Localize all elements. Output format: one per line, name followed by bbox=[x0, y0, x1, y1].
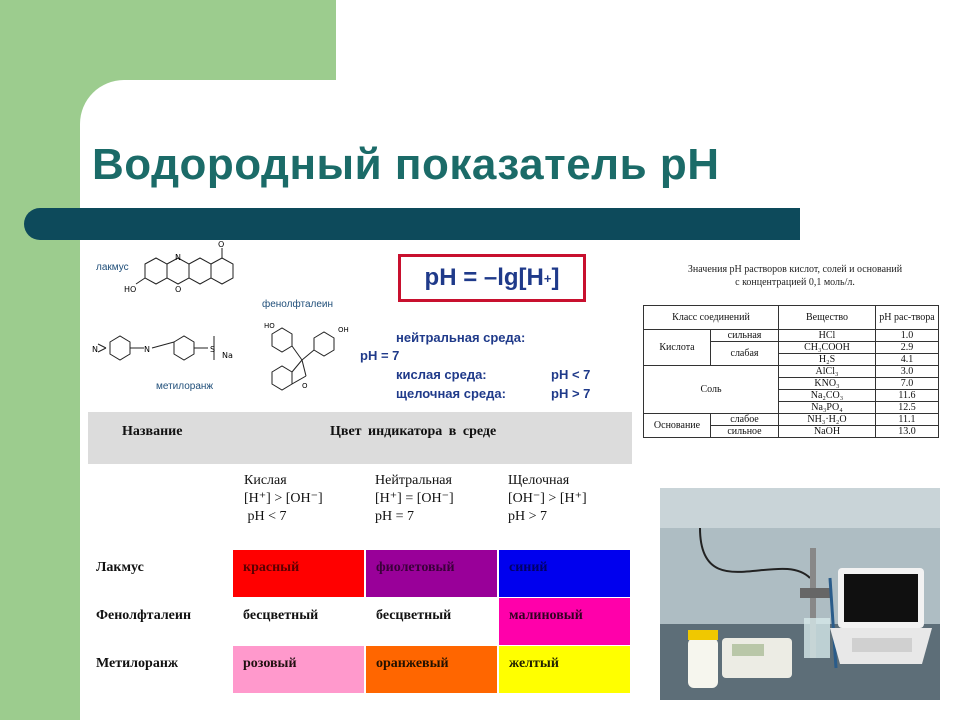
row-label-phenolphthalein: Фенолфталеин bbox=[96, 608, 192, 623]
acidic-env-value: рН < 7 bbox=[551, 367, 591, 382]
env-header-neutral bbox=[375, 472, 454, 526]
litmus-label: лакмус bbox=[96, 262, 129, 273]
ref-substance: H₂S bbox=[779, 354, 876, 366]
ref-ph-value: 4.1 bbox=[876, 354, 939, 366]
methyl-atom-s: S bbox=[210, 345, 216, 354]
title-underline-bar bbox=[24, 208, 800, 240]
env-neutral-ph: pH = 7 bbox=[375, 509, 415, 524]
ref-table-caption bbox=[640, 263, 950, 289]
env-neutral-name: Нейтральная bbox=[375, 473, 452, 488]
row-label-methyl-orange: Метилоранж bbox=[96, 656, 179, 671]
ref-substance: AlCl₃ bbox=[779, 366, 876, 378]
ref-strength: сильная bbox=[711, 330, 779, 342]
ref-substance: NaOH bbox=[779, 426, 876, 438]
env-alkaline-cond: [OH⁻] > [H⁺] bbox=[508, 491, 587, 506]
ph-formula-box bbox=[398, 254, 586, 302]
ref-ph-value: 13.0 bbox=[876, 426, 939, 438]
litmus-atom-o2: O bbox=[175, 285, 182, 294]
litmus-acidic-cell: красный bbox=[233, 550, 364, 597]
phenolphthalein-neutral-cell: бесцветный bbox=[366, 598, 497, 645]
ref-ph-value: 7.0 bbox=[876, 378, 939, 390]
ref-caption-line2: с концентрацией 0,1 моль/л. bbox=[735, 277, 855, 288]
phenolphthalein-alkaline-cell: малиновый bbox=[499, 598, 630, 645]
phenol-atom-o: O bbox=[302, 382, 308, 390]
env-acidic-cond: [H⁺] > [OH⁻] bbox=[244, 491, 323, 506]
litmus-atom-ho: HO bbox=[124, 285, 137, 294]
ref-substance: Na₂CO₃ bbox=[779, 390, 876, 402]
methyl-orange-acidic-cell: розовый bbox=[233, 646, 364, 693]
methyl-orange-label: метилоранж bbox=[156, 381, 214, 392]
acidic-env-label: кислая среда: bbox=[396, 367, 487, 382]
ref-substance: CH₃COOH bbox=[779, 342, 876, 354]
col-name-header: Название bbox=[122, 424, 183, 439]
col-color-header: Цвет индикатора в среде bbox=[330, 424, 497, 439]
ref-header-ph: рН рас-твора bbox=[876, 306, 939, 330]
ref-caption-line1: Значения рН растворов кислот, солей и оснований bbox=[687, 264, 903, 275]
phenolphthalein-acidic-cell: бесцветный bbox=[233, 598, 364, 645]
methyl-orange-neutral-cell: оранжевый bbox=[366, 646, 497, 693]
ref-ph-value: 2.9 bbox=[876, 342, 939, 354]
ph-formula-right: ] bbox=[551, 264, 560, 291]
ref-substance: KNO₃ bbox=[779, 378, 876, 390]
alkaline-env-label: щелочная среда: bbox=[396, 386, 506, 401]
litmus-alkaline-cell: синий bbox=[499, 550, 630, 597]
slide-title: Водородный показатель рН bbox=[92, 140, 720, 189]
ref-ph-value: 1.0 bbox=[876, 330, 939, 342]
ph-formula-sup: + bbox=[543, 270, 552, 286]
phenol-atom-oh: OH bbox=[338, 326, 349, 334]
env-alkaline-name: Щелочная bbox=[508, 473, 570, 488]
lab-equipment-photo bbox=[660, 488, 940, 700]
methyl-atom-n2: N bbox=[144, 345, 150, 354]
litmus-neutral-cell: фиолетовый bbox=[366, 550, 497, 597]
env-neutral-cond: [H⁺] = [OH⁻] bbox=[375, 491, 454, 506]
ref-header-substance: Вещество bbox=[779, 306, 876, 330]
ref-ph-value: 12.5 bbox=[876, 402, 939, 414]
row-label-litmus: Лакмус bbox=[96, 560, 144, 575]
ref-ph-value: 3.0 bbox=[876, 366, 939, 378]
methyl-atom-na: Na bbox=[222, 351, 233, 360]
phenolphthalein-structure-icon bbox=[258, 320, 358, 404]
litmus-atom-o: O bbox=[218, 240, 225, 249]
ph-formula-left: рН = –lg[H bbox=[424, 264, 544, 291]
ref-strength: слабая bbox=[711, 342, 779, 366]
ref-class-acid: Кислота bbox=[644, 330, 711, 366]
env-acidic-ph: pH < 7 bbox=[244, 509, 287, 524]
ref-substance: HCl bbox=[779, 330, 876, 342]
env-alkaline-ph: pH > 7 bbox=[508, 509, 548, 524]
ref-substance: Na₃PO₄ bbox=[779, 402, 876, 414]
litmus-structure-icon bbox=[120, 240, 250, 306]
methyl-orange-alkaline-cell: желтый bbox=[499, 646, 630, 693]
ref-ph-value: 11.1 bbox=[876, 414, 939, 426]
ref-class-salt: Соль bbox=[644, 366, 779, 414]
methyl-atom-n1: N bbox=[92, 345, 98, 354]
ref-strength: слабое bbox=[711, 414, 779, 426]
ref-strength: сильное bbox=[711, 426, 779, 438]
env-acidic-name: Кислая bbox=[244, 473, 287, 488]
ref-ph-value: 11.6 bbox=[876, 390, 939, 402]
litmus-atom-n: N bbox=[175, 253, 181, 262]
ref-class-base: Основание bbox=[644, 414, 711, 438]
neutral-env-label: нейтральная среда: bbox=[396, 330, 526, 345]
neutral-env-value: рН = 7 bbox=[360, 348, 400, 363]
phenol-atom-ho: HO bbox=[264, 322, 275, 330]
alkaline-env-value: рН > 7 bbox=[551, 386, 591, 401]
ph-reference-table bbox=[643, 305, 939, 438]
methyl-orange-structure-icon bbox=[92, 322, 252, 378]
env-header-acidic bbox=[244, 472, 323, 526]
ref-header-class: Класс соединений bbox=[644, 306, 779, 330]
ref-substance: NH₃·H₂O bbox=[779, 414, 876, 426]
env-header-alkaline bbox=[508, 472, 587, 526]
phenolphthalein-label: фенолфталеин bbox=[262, 299, 334, 310]
